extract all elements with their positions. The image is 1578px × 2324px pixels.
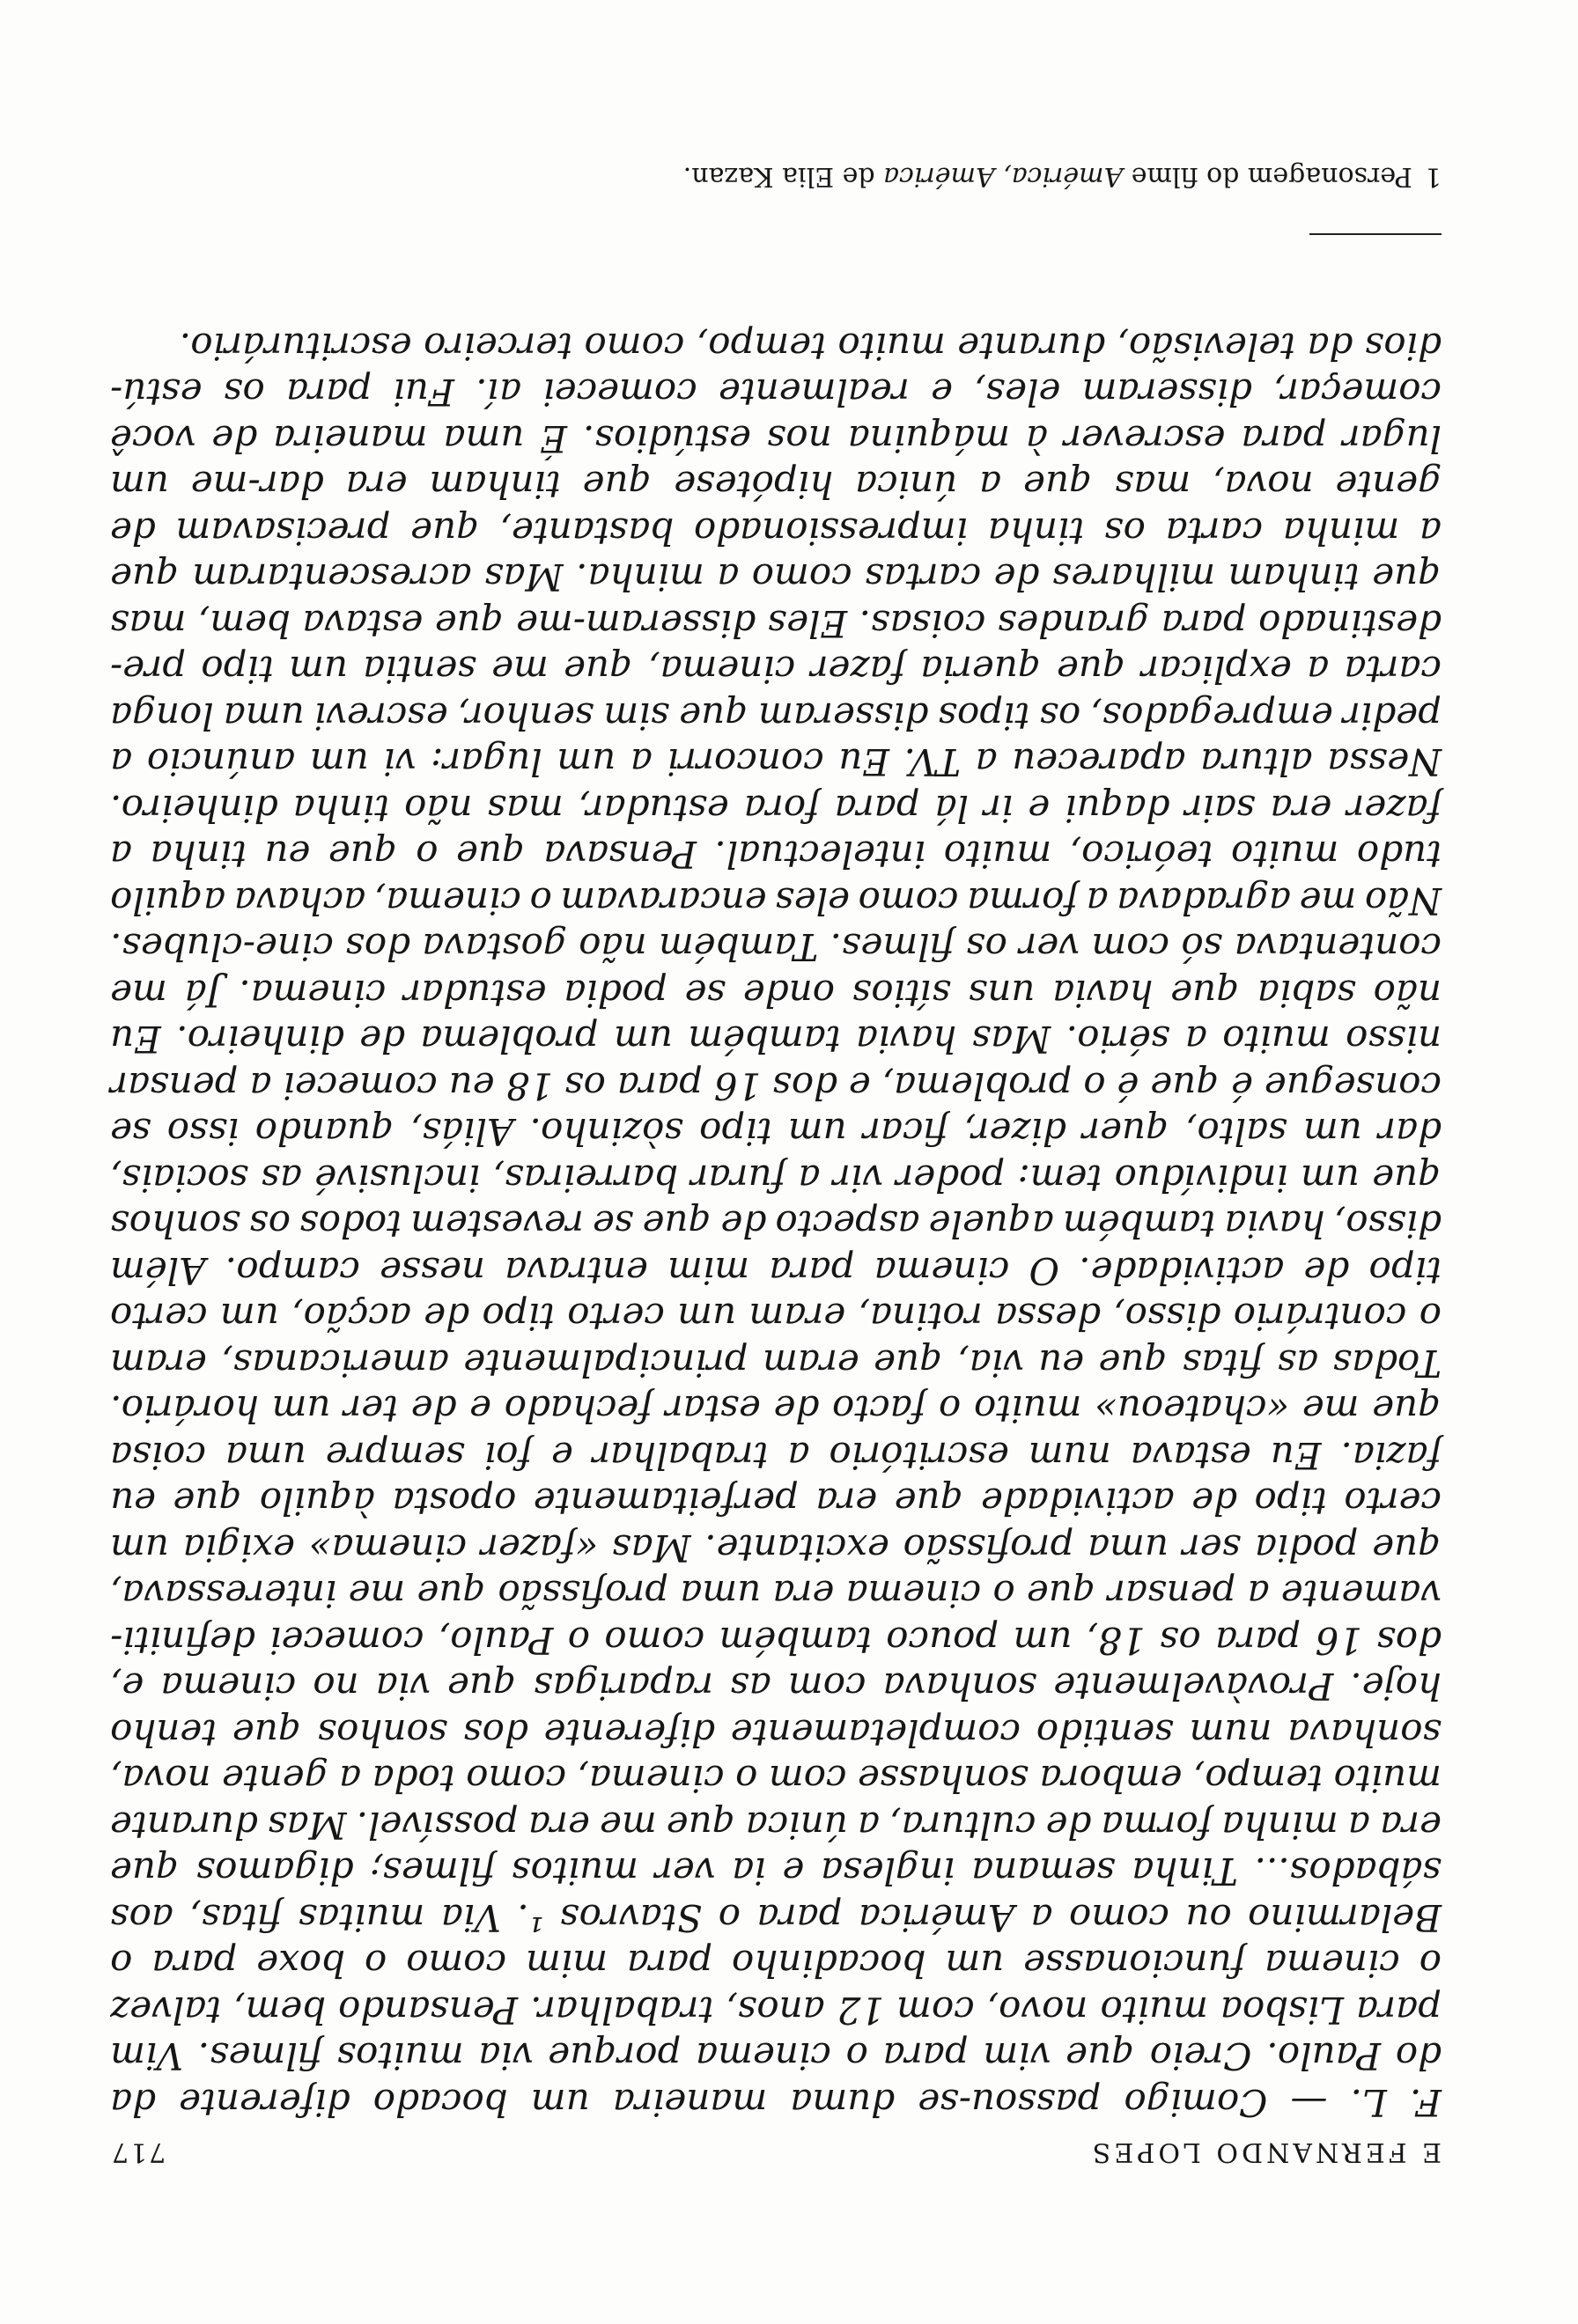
body-line: dos 16 para os 18, um pouco também como o Paulo, comecei definiti- bbox=[110, 1619, 1442, 1662]
running-head: E FERNANDO LOPES bbox=[1088, 2136, 1442, 2167]
body-line: Belarmino ou como a América para o Stavros ¹. Via muitas fitas, aos bbox=[110, 1896, 1442, 1939]
body-line: hoje. Provàvelmente sonhava com as raparigas que via no cinema e, bbox=[110, 1665, 1442, 1709]
body-line: fazia. Eu estava num escritório a trabalhar e foi sempre uma coisa bbox=[110, 1434, 1442, 1477]
body-line: que podia ser uma profissão excitante. Mas «fazer cinema» exigia um bbox=[110, 1526, 1442, 1570]
footnote-text-after: de Elia Kazan. bbox=[682, 161, 884, 192]
body-line: não sabia que havia uns sítios onde se podia estudar cinema. Já me bbox=[110, 972, 1442, 1015]
body-line: dar um salto, quer dizer, ficar um tipo sòzinho. Aliás, quando isso se bbox=[110, 1110, 1442, 1154]
footnote-marker: 1 bbox=[1424, 161, 1442, 192]
body-line: fazer era sair daqui e ir lá para fora estudar, mas não tinha dinheiro. bbox=[110, 787, 1442, 830]
body-line: a minha carta os tinha impressionado bastante, que precisavam de bbox=[110, 510, 1442, 553]
body-line: sonhava num sentido completamente diferente dos sonhos que tenho bbox=[110, 1711, 1442, 1754]
body-line: gente nova, mas que a única hipótese que tinham era dar-me um bbox=[110, 463, 1442, 507]
footnote-text-before: Personagem do filme bbox=[1123, 161, 1412, 192]
body-text bbox=[110, 323, 1442, 2126]
body-line: tipo de actividade. O cinema para mim entrava nesse campo. Além bbox=[110, 1249, 1442, 1292]
body-line: começar, disseram eles, e realmente comecei aí. Fui para os estú- bbox=[110, 371, 1442, 415]
body-line: vamente a pensar que o cinema era uma profissão que me interessava, bbox=[110, 1572, 1442, 1616]
body-line: que um indivíduo tem: poder vir a furar barreiras, inclusivé as sociais, bbox=[110, 1157, 1442, 1200]
body-line: F. L. — Comigo passou-se duma maneira um bocado diferente da bbox=[110, 2081, 1442, 2124]
body-line: para Lisboa muito novo, com 12 anos, trabalhar. Pensando bem, talvez bbox=[110, 1989, 1442, 2032]
body-line: consegue é que é o problema, e dos 16 para os 18 eu comecei a pensar bbox=[110, 1064, 1442, 1107]
body-line: tudo muito teórico, muito intelectual. Pensava que o que eu tinha a bbox=[110, 833, 1442, 877]
body-line: era a minha forma de cultura, a única que me era possível. Mas durante bbox=[110, 1804, 1442, 1847]
body-line: carta a explicar que queria fazer cinema, que me sentia um tipo pre- bbox=[110, 648, 1442, 692]
body-line: Não me agradava a forma como eles encaravam o cinema, achava aquilo bbox=[110, 879, 1442, 923]
body-line: pedir empregados, os tipos disseram que sim senhor, escrevi uma longa bbox=[110, 695, 1442, 738]
footnote-divider bbox=[1309, 233, 1442, 235]
body-line: dios da televisão, durante muito tempo, como terceiro escriturário. bbox=[179, 325, 1442, 368]
page-number: 717 bbox=[110, 2136, 166, 2167]
body-line: certo tipo de actividade que era perfeitamente oposta àquilo que eu bbox=[110, 1480, 1442, 1524]
body-line: o contrário disso, dessa rotina, eram um certo tipo de acção, um certo bbox=[110, 1295, 1442, 1339]
body-line: que tinham milhares de cartas como a minha. Mas acrescentaram que bbox=[110, 555, 1442, 599]
body-line: Nessa altura apareceu a TV. Eu concorri a um lugar: vi um anúncio a bbox=[110, 740, 1442, 784]
body-line: lugar para escrever à máquina nos estúdios. É uma maneira de você bbox=[110, 417, 1442, 460]
body-line: do Paulo. Creio que vim para o cinema porque via muitos filmes. Vim bbox=[110, 2034, 1442, 2078]
body-line: contentava só com ver os filmes. Também não gostava dos cine-clubes. bbox=[110, 925, 1442, 969]
body-line: o cinema funcionasse um bocadinho para mim como o boxe para o bbox=[110, 1942, 1442, 1986]
body-line: muito tempo, embora sonhasse com o cinema, como toda a gente nova, bbox=[110, 1757, 1442, 1801]
footnote bbox=[683, 160, 1442, 192]
body-line: disso, havia também aquele aspecto de que se revestem todos os sonhos bbox=[110, 1202, 1442, 1247]
body-line: que me «chateou» muito o facto de estar fechado e de ter um horário. bbox=[110, 1387, 1442, 1431]
body-line: Todas as fitas que eu via, que eram principalmente americanas, eram bbox=[110, 1342, 1442, 1385]
body-line: destinado para grandes coisas. Eles disseram-me que estava bem, mas bbox=[110, 602, 1442, 645]
footnote-film-title: América, América bbox=[883, 161, 1124, 192]
body-line: sábados... Tinha semana inglesa e ia ver muitos filmes; digamos que bbox=[110, 1850, 1442, 1894]
body-line: nisso muito a sério. Mas havia também um problema de dinheiro. Eu bbox=[110, 1018, 1442, 1062]
